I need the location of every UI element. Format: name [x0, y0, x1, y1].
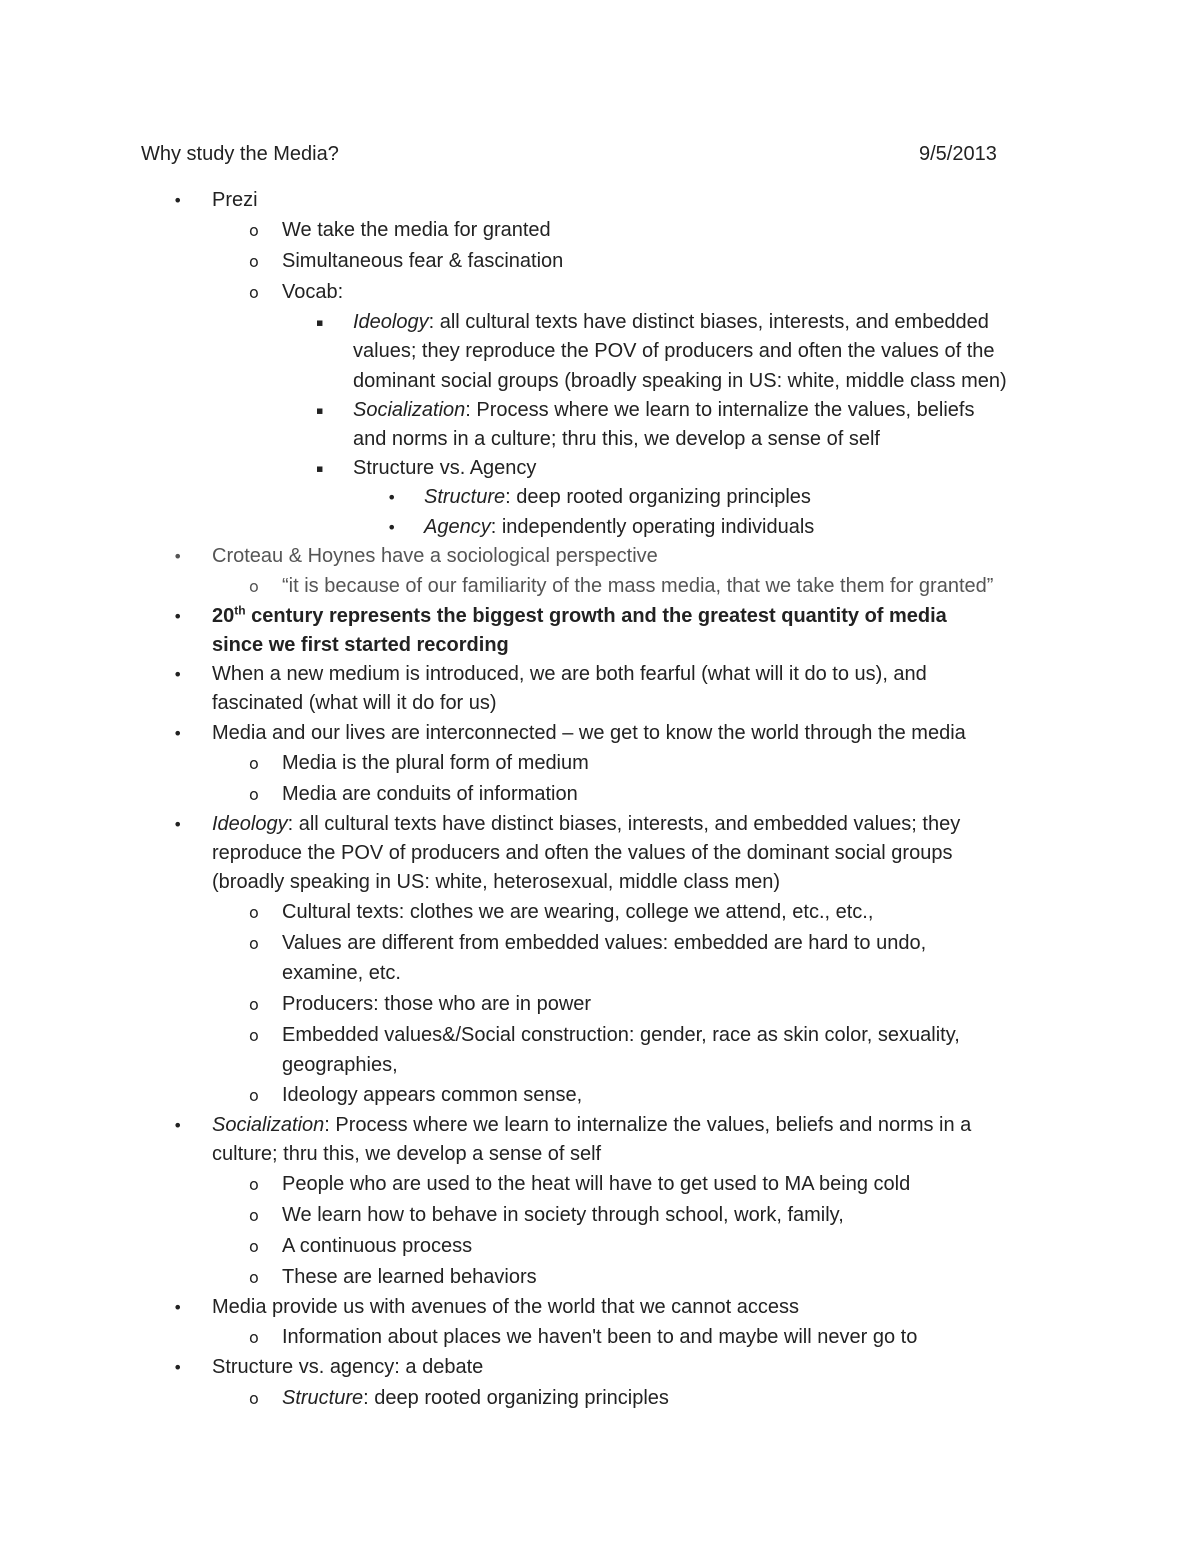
outline-text-body: Structure vs. Agency [353, 457, 537, 480]
notes-outline [0, 186, 1200, 1414]
outline-line [0, 1293, 1200, 1322]
bullet-icon: o [249, 1388, 259, 1408]
outline-text [282, 1020, 960, 1051]
outline-line [0, 1140, 1200, 1169]
outline-text-body: (broadly speaking in US: white, heterosexual, middle class men) [212, 871, 781, 894]
outline-line [0, 277, 1200, 308]
outline-text-body: Producers: those who are in power [282, 992, 592, 1015]
outline-text-body: : Process where we learn to internalize the values, beliefs [465, 398, 975, 421]
outline-text-body: People who are used to the heat will have to get used to MA being cold [282, 1173, 911, 1196]
outline-text [282, 571, 993, 602]
outline-text-body: We take the media for granted [282, 219, 551, 242]
outline-line [0, 868, 1200, 897]
bullet-icon: • [173, 665, 183, 685]
outline-text-prefix: 20 [212, 604, 235, 627]
bullet-icon: o [249, 252, 259, 272]
bullet-icon: ▪ [316, 403, 324, 417]
outline-line [0, 1111, 1200, 1140]
bullet-icon: • [173, 606, 183, 626]
outline-line [0, 959, 1200, 988]
outline-text-body: : all cultural texts have distinct biases, interests, and embedded [428, 311, 989, 334]
outline-term: Socialization [353, 398, 466, 421]
document-title: Why study the Media? [141, 143, 339, 165]
outline-text-body: and norms in a culture; thru this, we develop a sense of self [353, 427, 880, 450]
bullet-icon: • [173, 814, 183, 834]
outline-text [282, 1200, 844, 1231]
outline-text-body: : independently operating individuals [490, 515, 815, 538]
bullet-icon: • [173, 546, 183, 566]
outline-text [353, 367, 1007, 396]
outline-text-body: Structure vs. agency: a debate [212, 1356, 484, 1379]
outline-text [282, 1262, 537, 1293]
outline-line [0, 1231, 1200, 1262]
outline-line [0, 246, 1200, 277]
outline-text-body: examine, etc. [282, 962, 401, 985]
outline-line [0, 779, 1200, 810]
bullet-icon: o [249, 576, 259, 596]
outline-text-body: Media and our lives are interconnected – we get to know the world through the media [212, 721, 966, 744]
outline-line [0, 1169, 1200, 1200]
outline-line [0, 1051, 1200, 1080]
outline-line [0, 928, 1200, 959]
outline-line [0, 454, 1200, 483]
outline-text [212, 1140, 601, 1169]
outline-text-body: geographies, [282, 1053, 398, 1076]
bullet-icon: ▪ [316, 316, 324, 330]
bullet-icon: o [249, 1175, 259, 1195]
outline-text [212, 810, 960, 839]
outline-line [0, 542, 1200, 571]
bullet-icon: • [387, 488, 397, 508]
outline-text [282, 989, 591, 1020]
outline-text [353, 396, 974, 425]
outline-text-body: since we first started recording [212, 634, 509, 657]
outline-line [0, 1262, 1200, 1293]
outline-line [0, 308, 1200, 337]
outline-text-body: “it is because of our familiarity of the mass media, that we take them for granted” [282, 574, 994, 597]
outline-text-body: : Process where we learn to internalize the values, beliefs and norms in a [324, 1113, 972, 1136]
outline-line [0, 689, 1200, 718]
outline-text [282, 897, 873, 928]
bullet-icon: • [387, 517, 397, 537]
outline-text-body: Embedded values&/Social construction: gender, race as skin color, sexuality, [282, 1023, 960, 1046]
outline-term: Ideology [353, 311, 429, 334]
outline-text [282, 959, 401, 988]
outline-line [0, 215, 1200, 246]
outline-text [424, 483, 811, 512]
outline-text [282, 1169, 910, 1200]
outline-line [0, 571, 1200, 602]
outline-text [282, 1080, 582, 1111]
outline-text-body: Values are different from embedded values: embedded are hard to undo, [282, 932, 927, 955]
outline-line [0, 425, 1200, 454]
outline-text-body: Media provide us with avenues of the world that we cannot access [212, 1296, 799, 1319]
outline-text [353, 308, 989, 337]
outline-text [282, 246, 563, 277]
outline-text [212, 868, 780, 897]
outline-text [212, 1293, 799, 1322]
outline-text [212, 839, 952, 868]
outline-text [282, 1051, 398, 1080]
bullet-icon: o [249, 903, 259, 923]
outline-text [282, 928, 926, 959]
outline-text [282, 215, 551, 246]
outline-text [212, 602, 947, 631]
outline-term: Agency [424, 515, 491, 538]
outline-line [0, 1080, 1200, 1111]
outline-line [0, 483, 1200, 512]
bullet-icon: • [173, 723, 183, 743]
outline-text-body: Media is the plural form of medium [282, 751, 589, 774]
bullet-icon: o [249, 1268, 259, 1288]
outline-text-body: Prezi [212, 189, 258, 211]
outline-line [0, 1322, 1200, 1353]
document-date: 9/5/2013 [919, 143, 997, 165]
outline-line [0, 602, 1200, 631]
bullet-icon: • [173, 1298, 183, 1318]
bullet-icon: o [249, 1237, 259, 1257]
outline-line [0, 396, 1200, 425]
outline-text-body: reproduce the POV of producers and often the values of the dominant social groups [212, 842, 953, 864]
outline-term: Socialization [212, 1113, 325, 1136]
outline-line [0, 897, 1200, 928]
outline-text-body: dominant social groups (broadly speaking in US: white, middle class men) [353, 369, 1007, 392]
outline-text-body: A continuous process [282, 1235, 473, 1258]
outline-text-body: : all cultural texts have distinct biases, interests, and embedded values; they [287, 812, 961, 835]
bullet-icon: o [249, 1206, 259, 1226]
outline-term: Structure [424, 486, 506, 509]
outline-line [0, 367, 1200, 396]
bullet-icon: o [249, 994, 259, 1014]
outline-text [212, 631, 509, 660]
bullet-icon: o [249, 1085, 259, 1105]
outline-text [282, 779, 578, 810]
outline-line [0, 513, 1200, 542]
bullet-icon: o [249, 283, 259, 303]
outline-term: Structure [282, 1386, 364, 1409]
outline-line [0, 1383, 1200, 1414]
bullet-icon: o [249, 784, 259, 804]
outline-text [282, 1322, 917, 1353]
outline-line [0, 1020, 1200, 1051]
outline-text [212, 660, 927, 689]
outline-term: Ideology [212, 812, 288, 835]
outline-text [212, 186, 258, 215]
outline-text-body: century represents the biggest growth and the greatest quantity of media [245, 604, 947, 627]
bullet-icon: o [249, 753, 259, 773]
outline-text [282, 277, 343, 308]
outline-text [282, 1383, 669, 1414]
bullet-icon: o [249, 1328, 259, 1348]
outline-text-body: We learn how to behave in society through school, work, family, [282, 1204, 844, 1227]
outline-text [212, 689, 497, 718]
bullet-icon: o [249, 934, 259, 954]
outline-text [282, 748, 589, 779]
outline-text-body: values; they reproduce the POV of producers and often the values of the [353, 340, 995, 363]
outline-text-body: Media are conduits of information [282, 782, 578, 805]
outline-text-body: : deep rooted organizing principles [363, 1386, 669, 1409]
bullet-icon: ▪ [316, 462, 324, 476]
outline-text [424, 513, 814, 542]
outline-text-body: When a new medium is introduced, we are both fearful (what will it do to us), and [212, 663, 927, 686]
outline-text [212, 719, 966, 748]
bullet-icon: • [173, 1115, 183, 1135]
outline-text-body: culture; thru this, we develop a sense of self [212, 1142, 602, 1165]
outline-text [282, 1231, 472, 1262]
outline-text [353, 425, 880, 454]
outline-text-body: Information about places we haven't been to and maybe will never go to [282, 1326, 918, 1349]
outline-superscript: th [234, 603, 246, 618]
outline-line [0, 810, 1200, 839]
outline-text [212, 542, 658, 571]
outline-line [0, 719, 1200, 748]
outline-text-body: fascinated (what will it do for us) [212, 692, 497, 715]
outline-text-body: Croteau & Hoynes have a sociological perspective [212, 544, 658, 567]
outline-line [0, 1353, 1200, 1382]
outline-line [0, 186, 1200, 215]
outline-text-body: Ideology appears common sense, [282, 1083, 583, 1106]
bullet-icon: • [173, 1358, 183, 1378]
outline-line [0, 839, 1200, 868]
outline-line [0, 660, 1200, 689]
outline-line [0, 1200, 1200, 1231]
outline-line [0, 631, 1200, 660]
outline-text-body: Vocab: [282, 281, 344, 304]
outline-line [0, 337, 1200, 366]
outline-text [353, 337, 995, 366]
outline-text [353, 454, 536, 483]
outline-text [212, 1353, 483, 1382]
bullet-icon: o [249, 221, 259, 241]
bullet-icon: • [173, 191, 183, 210]
bullet-icon: o [249, 1025, 259, 1045]
outline-text-body: Cultural texts: clothes we are wearing, college we attend, etc., etc., [282, 901, 874, 924]
outline-text-body: These are learned behaviors [282, 1266, 537, 1289]
outline-line [0, 748, 1200, 779]
outline-line [0, 989, 1200, 1020]
outline-text [212, 1111, 971, 1140]
outline-text-body: Simultaneous fear & fascination [282, 250, 564, 273]
outline-text-body: : deep rooted organizing principles [505, 486, 811, 509]
